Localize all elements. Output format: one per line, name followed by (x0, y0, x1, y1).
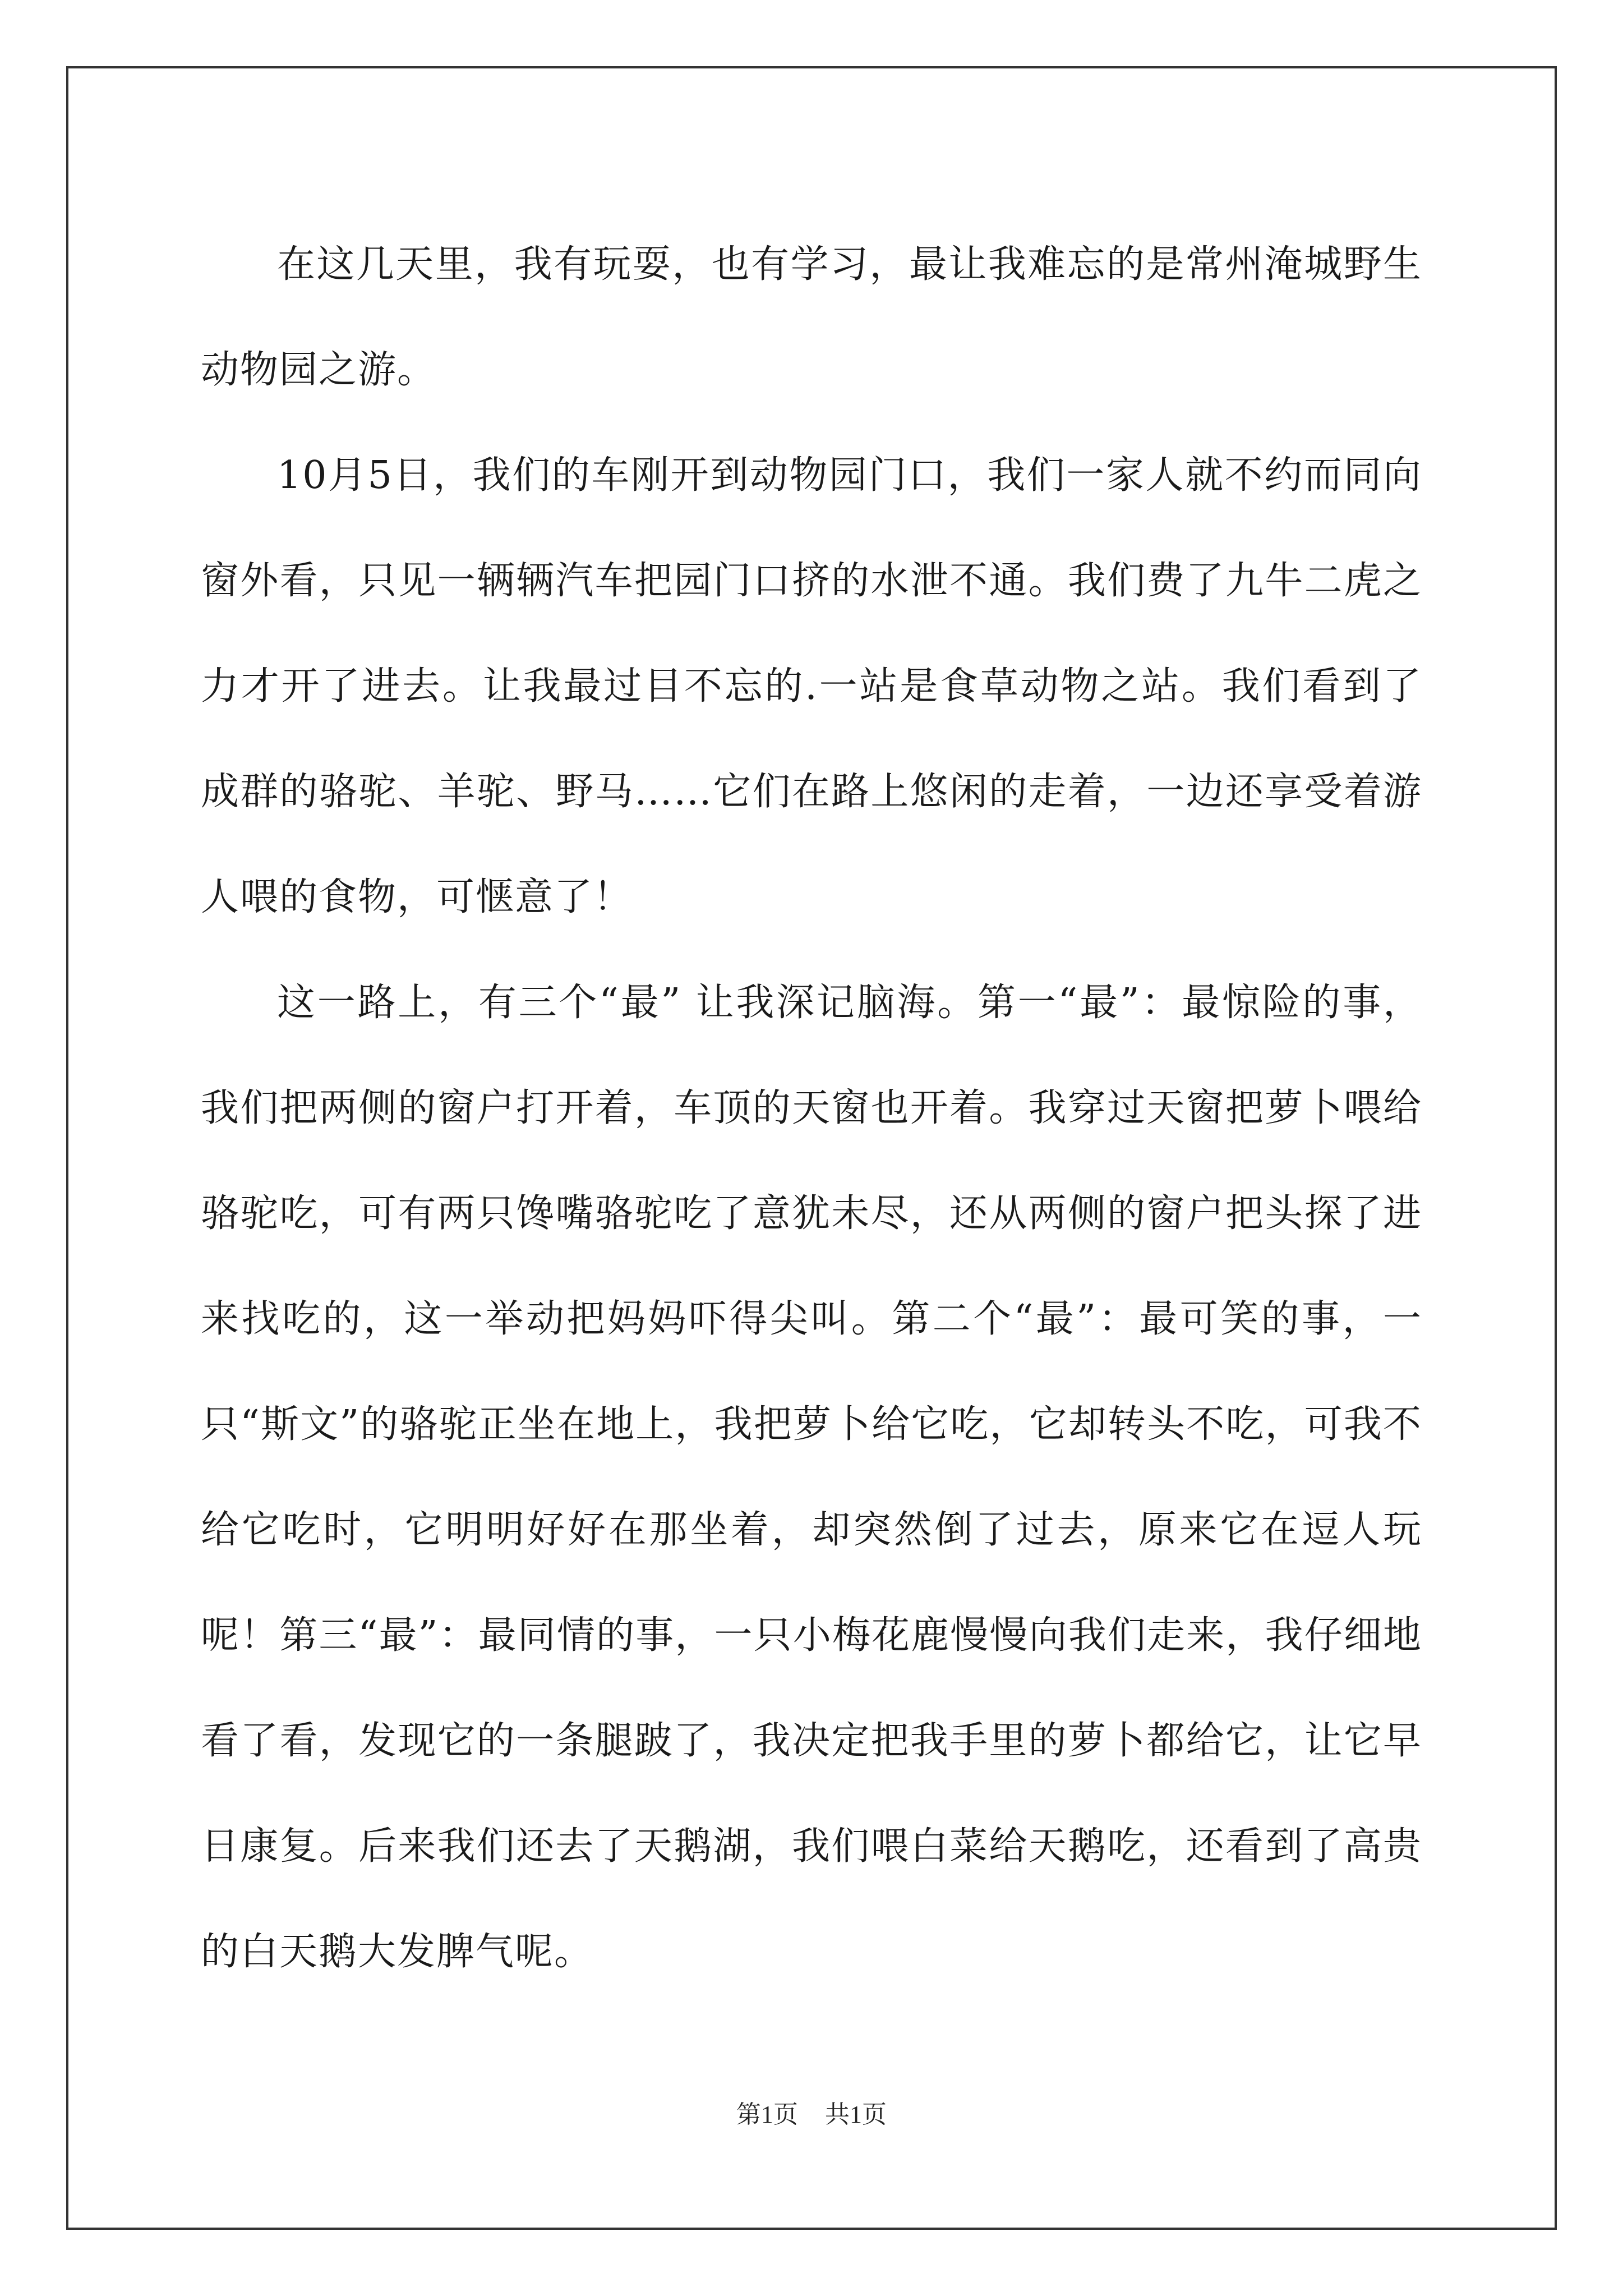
document-body (201, 212, 1422, 2005)
paragraph-2: 10月5日，我们的车刚开到动物园门口，我们一家人就不约而同向窗外看，只见一辆辆汽车把园门口挤的水泄不通。我们费了九牛二虎之力才开了进去。让我最过目不忘的.一站是食草动物之站。我们看到了成群的骆驼、羊驼、野马……它们在路上悠闲的走着，一边还享受着游人喂的食物，可惬意了！ (201, 453, 1422, 919)
page-total: 共1页 (825, 2101, 887, 2128)
paragraph-3: 这一路上，有三个“最” 让我深记脑海。第一“最”：最惊险的事，我们把两侧的窗户打开着，车顶的天窗也开着。我穿过天窗把萝卜喂给骆驼吃，可有两只馋嘴骆驼吃了意犹未尽，还从两侧的窗户把头探了进来找吃的，这一举动把妈妈吓得尖叫。第二个“最”：最可笑的事，一只“斯文”的骆驼正坐在地上，我把萝卜给它吃，它却转头不吃，可我不给它吃时，它明明好好在那坐着，却突然倒了过去，原来它在逗人玩呢！第三“最”：最同情的事，一只小梅花鹿慢慢向我们走来，我仔细地看了看，发现它的一条腿跛了，我决定把我手里的萝卜都给它，让它早日康复。后来我们还去了天鹅湖，我们喂白菜给天鹅吃，还看到了高贵的白天鹅大发脾气呢。 (201, 981, 1422, 1974)
paragraph-1: 在这几天里，我有玩耍，也有学习，最让我难忘的是常州淹城野生动物园之游。 (201, 242, 1422, 392)
page-number: 第1页 (736, 2101, 798, 2128)
page-footer (0, 2098, 1623, 2132)
